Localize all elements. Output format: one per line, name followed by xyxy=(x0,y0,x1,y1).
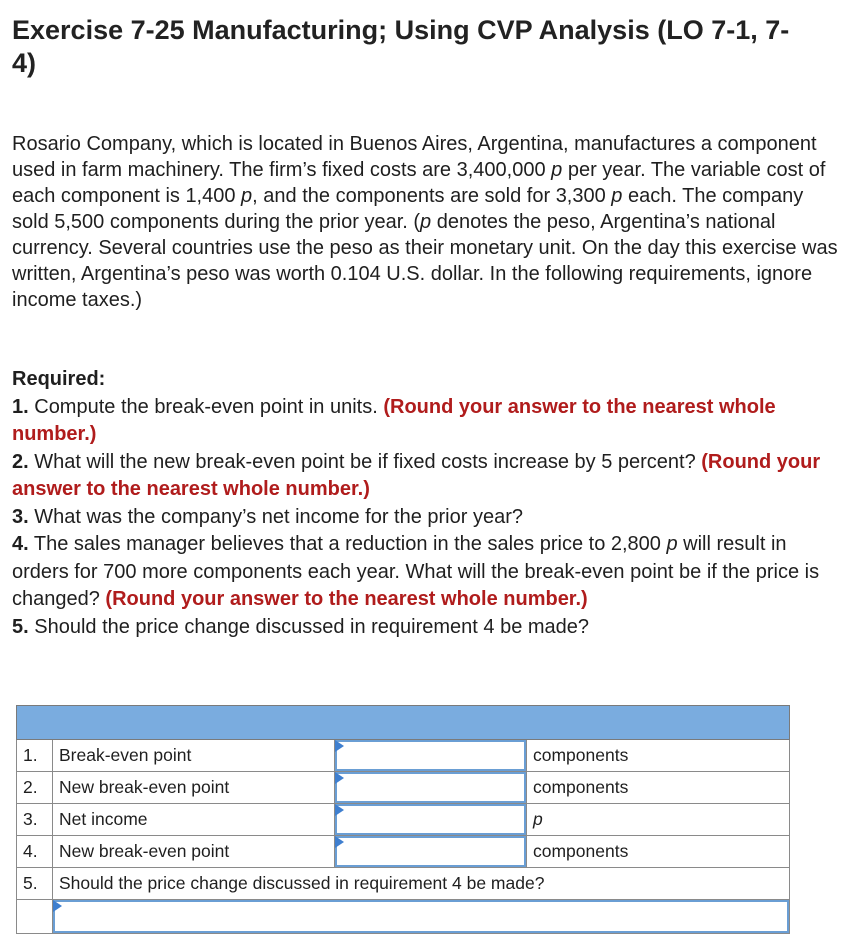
answer-cell xyxy=(335,740,527,772)
para-text: each. The company sold 5,500 components during the prior year. ( xyxy=(12,185,804,233)
answer-row-3 xyxy=(17,804,790,836)
peso-symbol: p xyxy=(666,533,678,555)
requirement-4 xyxy=(12,531,838,614)
req-text: The sales manager believes that a reduction in the sales price to 2,800 xyxy=(28,533,667,555)
para-text: denotes the peso, Argentina’s national currency. Several countries use the peso as their monetary unit. On the day this exercise was written, Argentina’s peso was worth 0.104 U.S. dollar. In the following requirements, ignore income taxes.) xyxy=(12,211,838,311)
req-text: What will the new break-even point be if fixed costs increase by 5 percent? xyxy=(28,450,702,473)
input-marker-icon xyxy=(335,804,344,816)
req-number: 2. xyxy=(12,450,29,473)
net-income-input[interactable] xyxy=(335,804,526,835)
req-text: What was the company’s net income for the prior year? xyxy=(28,505,523,528)
row-unit: p xyxy=(527,804,790,836)
rounding-note: (Round your answer to the nearest whole number.) xyxy=(12,395,776,445)
req-text: Compute the break-even point in units. xyxy=(28,395,384,418)
answer-cell xyxy=(335,836,527,868)
row-number: 3. xyxy=(17,804,53,836)
peso-symbol: p xyxy=(551,159,563,181)
rounding-note: (Round your answer to the nearest whole number.) xyxy=(105,588,588,610)
requirement-5 xyxy=(12,614,838,642)
row-unit: components xyxy=(527,740,790,772)
row-label: Break-even point xyxy=(53,740,335,772)
input-marker-icon xyxy=(335,836,344,848)
answer-row-5 xyxy=(17,868,790,900)
para-text: Rosario Company, which is located in Buenos Aires, Argentina, manufactures a component used in farm machinery. The firm’s fixed costs are 3,400,000 xyxy=(12,133,817,181)
peso-symbol: p xyxy=(420,211,432,233)
input-marker-icon xyxy=(335,740,344,752)
peso-symbol: p xyxy=(611,185,623,207)
row-label: New break-even point xyxy=(53,772,335,804)
empty-cell xyxy=(17,900,53,934)
required-heading: Required: xyxy=(12,368,106,390)
para-text: , and the components are sold for 3,300 xyxy=(252,185,612,207)
req-number: 1. xyxy=(12,395,29,418)
requirement-1 xyxy=(12,394,838,449)
requirements xyxy=(12,366,838,641)
answer-table xyxy=(16,705,790,934)
req-number: 3. xyxy=(12,505,29,528)
input-marker-icon xyxy=(335,772,344,784)
row-label: New break-even point xyxy=(53,836,335,868)
req-number: 5. xyxy=(12,615,29,638)
req-number: 4. xyxy=(12,533,29,555)
page-title: Exercise 7-25 Manufacturing; Using CVP Analysis (LO 7-1, 7-4) xyxy=(12,15,790,78)
answer-cell xyxy=(335,772,527,804)
header-cell xyxy=(17,706,790,740)
answer-row-5-input xyxy=(17,900,790,934)
requirement-3 xyxy=(12,504,838,532)
row-number: 2. xyxy=(17,772,53,804)
new-break-even-input[interactable] xyxy=(335,772,526,803)
answer-cell xyxy=(335,804,527,836)
break-even-input[interactable] xyxy=(335,740,526,771)
rounding-note: (Round your answer to the nearest whole number.) xyxy=(12,450,821,500)
row-number: 5. xyxy=(17,868,53,900)
input-marker-icon xyxy=(53,900,62,912)
para-text: per year. The variable cost of each component is 1,400 xyxy=(12,159,826,207)
req-text: Should the price change discussed in requirement 4 be made? xyxy=(28,615,590,638)
answer-cell xyxy=(53,900,790,934)
answer-row-4 xyxy=(17,836,790,868)
row-label: Net income xyxy=(53,804,335,836)
row-number: 4. xyxy=(17,836,53,868)
new-break-even-price-input[interactable] xyxy=(335,836,526,867)
answer-row-1 xyxy=(17,740,790,772)
answer-table-header xyxy=(17,706,790,740)
row-number: 1. xyxy=(17,740,53,772)
requirement-2 xyxy=(12,449,838,504)
req-text: will result in orders for 700 more components each year. What will the break-even point be if the price is changed? xyxy=(12,533,820,610)
answer-row-2 xyxy=(17,772,790,804)
row-label: Should the price change discussed in requirement 4 be made? xyxy=(53,868,790,900)
row-unit: components xyxy=(527,772,790,804)
peso-symbol: p xyxy=(241,185,253,207)
row-unit: components xyxy=(527,836,790,868)
problem-description xyxy=(12,131,838,313)
price-change-decision-input[interactable] xyxy=(53,900,789,933)
